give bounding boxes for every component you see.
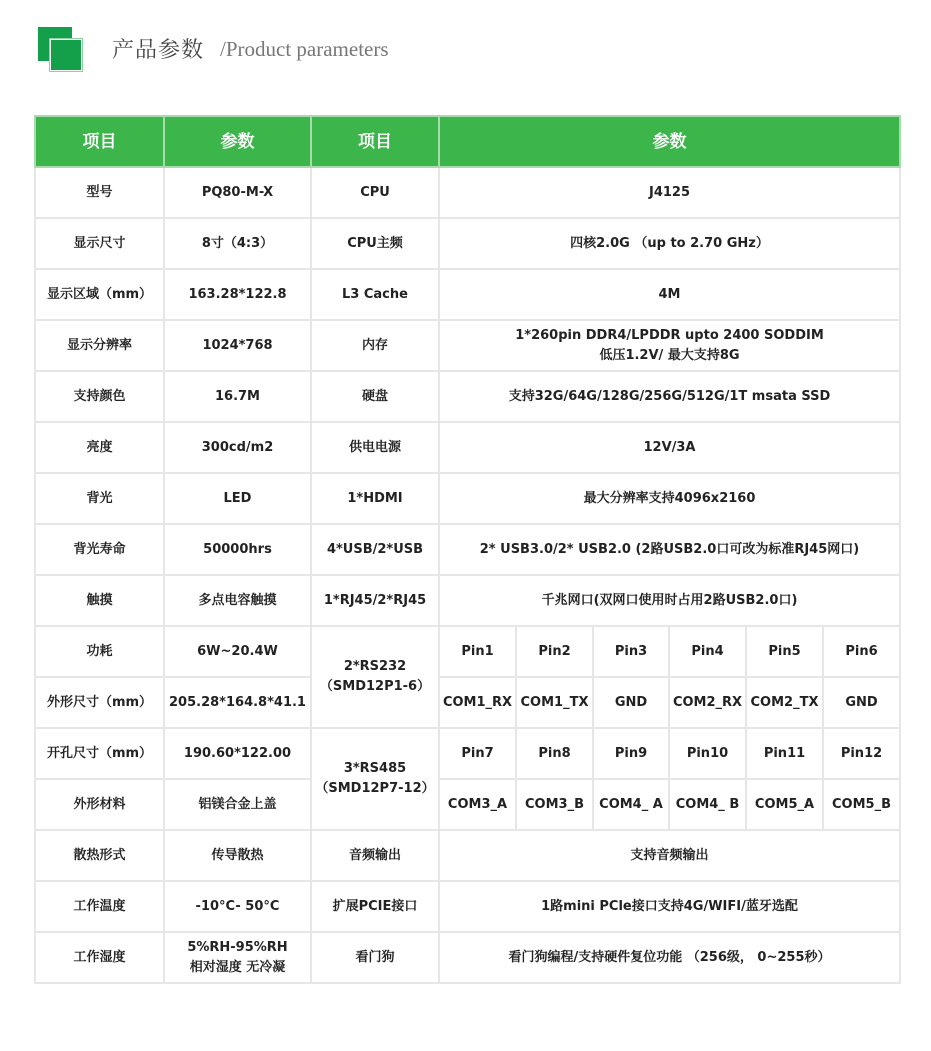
row-value: 50000hrs xyxy=(164,524,311,575)
memory-line-1: 1*260pin DDR4/LPDDR upto 2400 SODDIM xyxy=(515,327,824,343)
table-row xyxy=(35,728,900,779)
table-row xyxy=(35,167,900,218)
table-row xyxy=(35,269,900,320)
row-value: 4M xyxy=(439,269,900,320)
row-label: 功耗 xyxy=(35,626,164,677)
pin-cell: Pin11 xyxy=(746,728,823,779)
pin-cell: Pin2 xyxy=(516,626,593,677)
row-value-humidity xyxy=(164,932,311,983)
table-row xyxy=(35,932,900,983)
row-label: L3 Cache xyxy=(311,269,439,320)
row-value: 铝镁合金上盖 xyxy=(164,779,311,830)
rs232-label xyxy=(311,626,439,728)
pin-cell: Pin1 xyxy=(439,626,516,677)
signal-cell: COM3_B xyxy=(516,779,593,830)
row-label: 外形尺寸（mm） xyxy=(35,677,164,728)
table-row xyxy=(35,218,900,269)
row-value: 8寸（4:3） xyxy=(164,218,311,269)
overlapping-squares-icon xyxy=(38,27,82,71)
table-row xyxy=(35,626,900,677)
row-label: 开孔尺寸（mm） xyxy=(35,728,164,779)
row-label: 供电电源 xyxy=(311,422,439,473)
row-value: 1024*768 xyxy=(164,320,311,371)
signal-cell: COM5_B xyxy=(823,779,900,830)
row-value: 163.28*122.8 xyxy=(164,269,311,320)
pin-cell: Pin7 xyxy=(439,728,516,779)
signal-cell: COM2_TX xyxy=(746,677,823,728)
row-value: PQ80-M-X xyxy=(164,167,311,218)
row-value: 看门狗编程/支持硬件复位功能 （256级， 0~255秒） xyxy=(439,932,900,983)
table-row xyxy=(35,320,900,371)
row-label: 工作温度 xyxy=(35,881,164,932)
row-label: 支持颜色 xyxy=(35,371,164,422)
row-label: 内存 xyxy=(311,320,439,371)
row-value: 支持音频输出 xyxy=(439,830,900,881)
memory-line-2: 低压1.2V/ 最大支持8G xyxy=(599,347,740,363)
row-value: 最大分辨率支持4096x2160 xyxy=(439,473,900,524)
table-row xyxy=(35,524,900,575)
row-value: 205.28*164.8*41.1 xyxy=(164,677,311,728)
row-value: 千兆网口(双网口使用时占用2路USB2.0口) xyxy=(439,575,900,626)
row-label: CPU主频 xyxy=(311,218,439,269)
row-label: 工作湿度 xyxy=(35,932,164,983)
signal-cell: COM4_ A xyxy=(593,779,669,830)
row-label: 外形材料 xyxy=(35,779,164,830)
table-row xyxy=(35,422,900,473)
column-header: 项目 xyxy=(311,116,439,167)
row-value: 多点电容触摸 xyxy=(164,575,311,626)
signal-cell: COM5_A xyxy=(746,779,823,830)
logo-square-front xyxy=(50,39,82,71)
section-header xyxy=(0,0,931,100)
humidity-line-2: 相对湿度 无冷凝 xyxy=(189,959,286,975)
row-value: LED xyxy=(164,473,311,524)
table-row xyxy=(35,575,900,626)
signal-cell: COM1_TX xyxy=(516,677,593,728)
row-label: 扩展PCIE接口 xyxy=(311,881,439,932)
pin-cell: Pin5 xyxy=(746,626,823,677)
rs232-label-line-2: （SMD12P1-6） xyxy=(319,679,431,694)
rs232-label-line-1: 2*RS232 xyxy=(343,659,407,674)
section-title-en: /Product parameters xyxy=(220,37,389,61)
row-value: 12V/3A xyxy=(439,422,900,473)
pin-cell: Pin3 xyxy=(593,626,669,677)
rs485-label xyxy=(311,728,439,830)
row-value: 16.7M xyxy=(164,371,311,422)
product-parameters-table xyxy=(34,115,901,984)
row-label: 1*RJ45/2*RJ45 xyxy=(311,575,439,626)
row-label: 背光 xyxy=(35,473,164,524)
pin-cell: Pin12 xyxy=(823,728,900,779)
row-value: 2* USB3.0/2* USB2.0 (2路USB2.0口可改为标准RJ45网口) xyxy=(439,524,900,575)
row-label: 显示尺寸 xyxy=(35,218,164,269)
row-label: 看门狗 xyxy=(311,932,439,983)
row-value: 190.60*122.00 xyxy=(164,728,311,779)
row-label: CPU xyxy=(311,167,439,218)
column-header: 项目 xyxy=(35,116,164,167)
table-row xyxy=(35,473,900,524)
row-label: 亮度 xyxy=(35,422,164,473)
table-row xyxy=(35,371,900,422)
column-header: 参数 xyxy=(164,116,311,167)
row-value: -10°C- 50°C xyxy=(164,881,311,932)
pin-cell: Pin4 xyxy=(669,626,746,677)
row-label: 音频输出 xyxy=(311,830,439,881)
table-row xyxy=(35,881,900,932)
signal-cell: COM1_RX xyxy=(439,677,516,728)
row-value: J4125 xyxy=(439,167,900,218)
row-value: 6W~20.4W xyxy=(164,626,311,677)
signal-cell: COM4_ B xyxy=(669,779,746,830)
rs485-label-line-2: （SMD12P7-12） xyxy=(315,781,435,796)
row-value-memory xyxy=(439,320,900,371)
row-value: 支持32G/64G/128G/256G/512G/1T msata SSD xyxy=(439,371,900,422)
row-value: 四核2.0G （up to 2.70 GHz） xyxy=(439,218,900,269)
row-label: 1*HDMI xyxy=(311,473,439,524)
row-label: 4*USB/2*USB xyxy=(311,524,439,575)
pin-cell: Pin10 xyxy=(669,728,746,779)
row-label: 触摸 xyxy=(35,575,164,626)
table-header-row xyxy=(35,116,900,167)
pin-cell: Pin6 xyxy=(823,626,900,677)
table-row xyxy=(35,830,900,881)
row-label: 硬盘 xyxy=(311,371,439,422)
table-row xyxy=(35,779,900,830)
row-label: 显示区域（mm） xyxy=(35,269,164,320)
row-label: 散热形式 xyxy=(35,830,164,881)
row-value: 300cd/m2 xyxy=(164,422,311,473)
table-row xyxy=(35,677,900,728)
signal-cell: COM2_RX xyxy=(669,677,746,728)
row-value: 传导散热 xyxy=(164,830,311,881)
signal-cell: GND xyxy=(823,677,900,728)
pin-cell: Pin8 xyxy=(516,728,593,779)
signal-cell: COM3_A xyxy=(439,779,516,830)
row-label: 型号 xyxy=(35,167,164,218)
humidity-line-1: 5%RH-95%RH xyxy=(187,939,288,955)
rs485-label-line-1: 3*RS485 xyxy=(343,761,407,776)
row-label: 背光寿命 xyxy=(35,524,164,575)
row-label: 显示分辨率 xyxy=(35,320,164,371)
row-value: 1路mini PCle接口支持4G/WIFI/蓝牙选配 xyxy=(439,881,900,932)
pin-cell: Pin9 xyxy=(593,728,669,779)
column-header: 参数 xyxy=(439,116,900,167)
section-title-cn: 产品参数 xyxy=(112,38,205,63)
signal-cell: GND xyxy=(593,677,669,728)
